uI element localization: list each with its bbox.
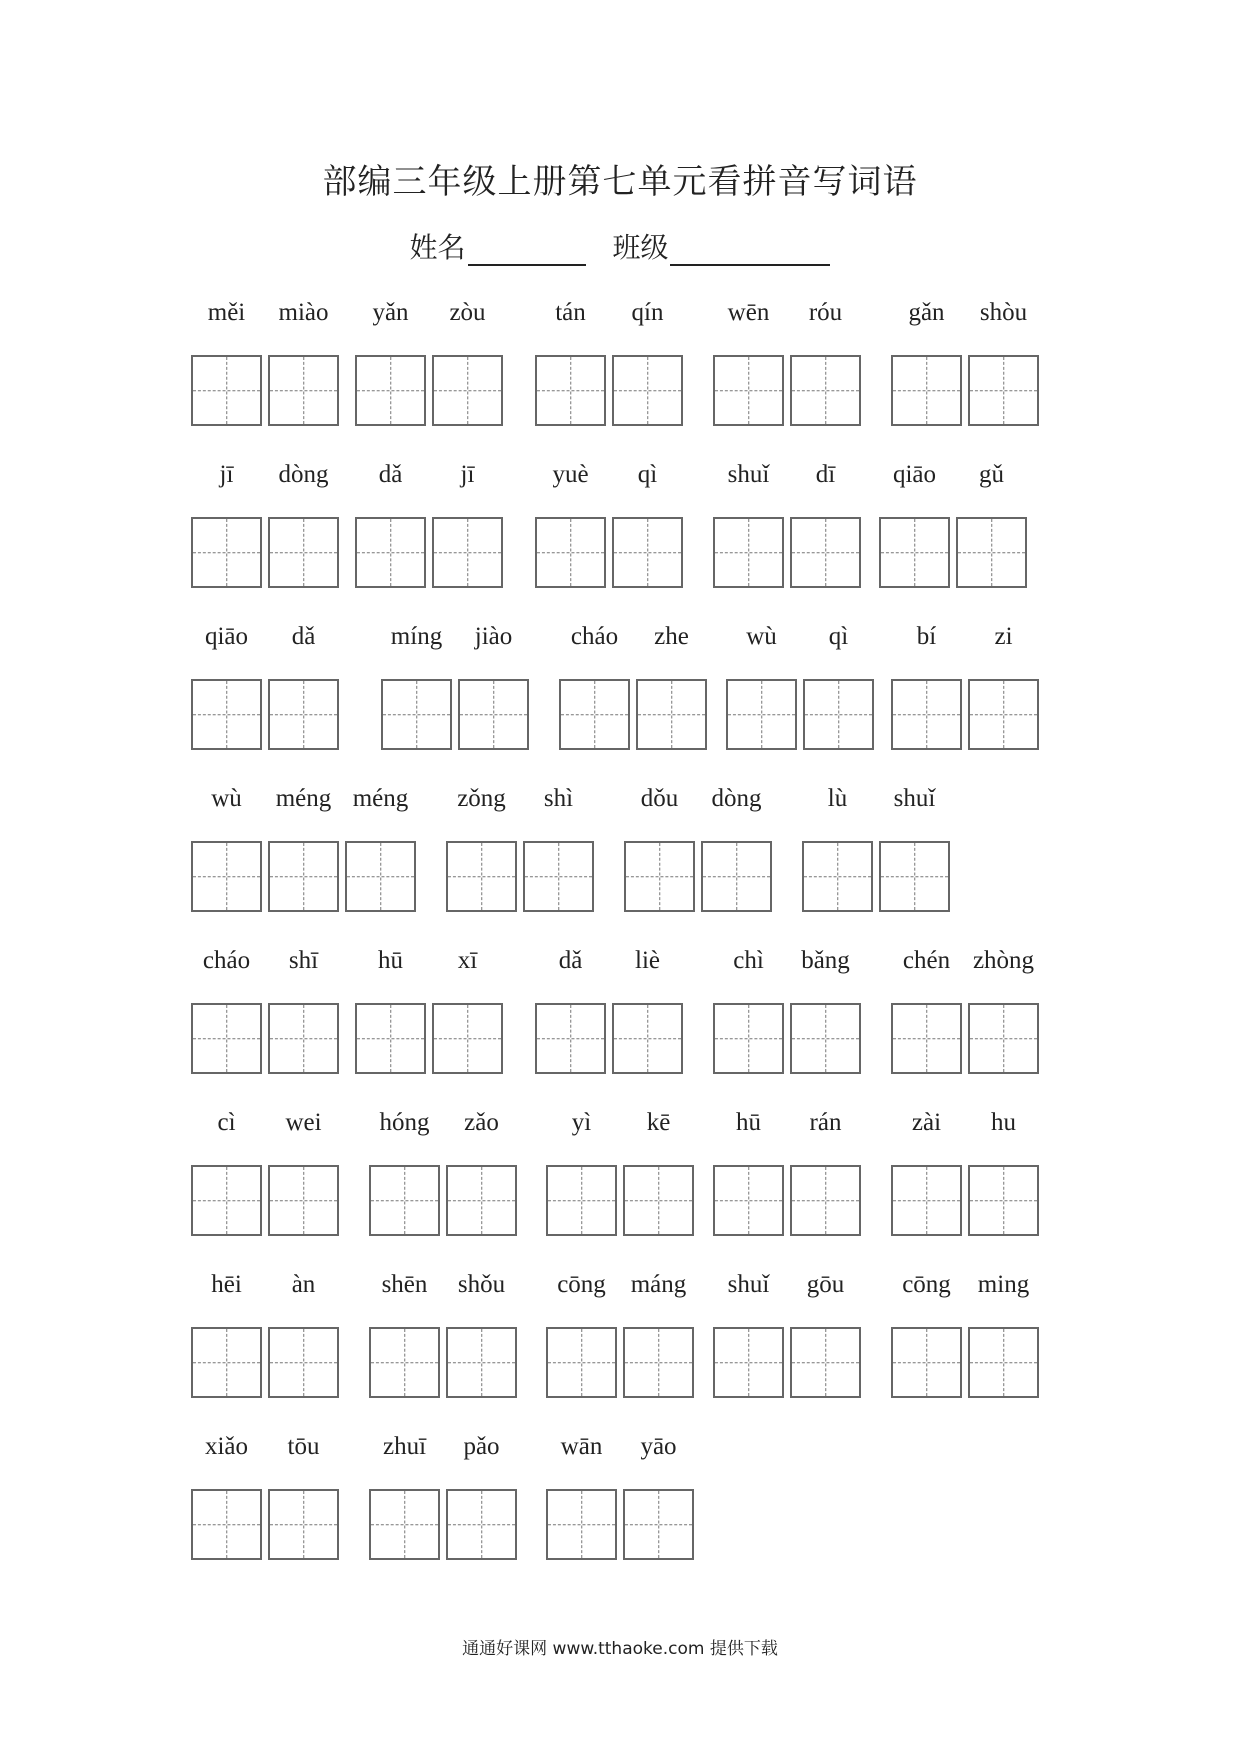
writing-box[interactable]: [879, 841, 950, 912]
writing-box[interactable]: [369, 1327, 440, 1398]
pinyin-syllable: cōng: [902, 1271, 951, 1298]
pinyin-syllable: qiāo: [892, 461, 937, 488]
writing-box[interactable]: [623, 1489, 694, 1560]
pinyin-syllable: míng: [390, 623, 443, 650]
pinyin-syllable: shuǐ: [727, 461, 770, 488]
pinyin-syllable: róu: [808, 299, 843, 326]
pinyin-syllable: chén: [902, 947, 951, 974]
pinyin-syllable: dòng: [711, 785, 762, 812]
pinyin-syllable: wēn: [727, 299, 770, 326]
class-blank[interactable]: [670, 236, 830, 266]
writing-box[interactable]: [713, 517, 784, 588]
writing-box[interactable]: [369, 1165, 440, 1236]
writing-box[interactable]: [432, 355, 503, 426]
writing-box[interactable]: [623, 1165, 694, 1236]
pinyin-syllable: shǒu: [457, 1271, 506, 1298]
writing-box[interactable]: [191, 1003, 262, 1074]
writing-box[interactable]: [790, 517, 861, 588]
writing-box[interactable]: [191, 1165, 262, 1236]
writing-box[interactable]: [891, 355, 962, 426]
pinyin-syllable: méng: [275, 785, 332, 812]
pinyin-syllable: yuè: [552, 461, 589, 488]
pinyin-syllable: qiāo: [204, 623, 249, 650]
pinyin-syllable: měi: [207, 299, 246, 326]
pinyin-syllable: jī: [219, 461, 234, 488]
pinyin-syllable: dǎ: [291, 623, 316, 650]
pinyin-syllable: shuǐ: [727, 1271, 770, 1298]
writing-box[interactable]: [369, 1489, 440, 1560]
writing-box[interactable]: [968, 1327, 1039, 1398]
writing-box[interactable]: [790, 355, 861, 426]
writing-box[interactable]: [891, 1165, 962, 1236]
pinyin-syllable: bí: [916, 623, 937, 650]
pinyin-syllable: shòu: [979, 299, 1028, 326]
pinyin-syllable: kē: [646, 1109, 671, 1136]
pinyin-syllable: dǎ: [558, 947, 583, 974]
pinyin-syllable: wù: [746, 623, 777, 650]
writing-box[interactable]: [891, 1003, 962, 1074]
class-label: 班级: [612, 231, 669, 264]
pinyin-syllable: tōu: [287, 1433, 320, 1460]
writing-box[interactable]: [355, 517, 426, 588]
writing-box[interactable]: [623, 1327, 694, 1398]
writing-box[interactable]: [446, 1327, 517, 1398]
pinyin-syllable: jī: [460, 461, 475, 488]
pinyin-syllable: dòng: [278, 461, 329, 488]
writing-box[interactable]: [535, 517, 606, 588]
writing-box[interactable]: [355, 1003, 426, 1074]
writing-box[interactable]: [446, 1165, 517, 1236]
pinyin-syllable: yāo: [640, 1433, 677, 1460]
pinyin-syllable: tán: [555, 299, 586, 326]
writing-box[interactable]: [546, 1489, 617, 1560]
writing-box[interactable]: [432, 517, 503, 588]
writing-box[interactable]: [268, 355, 339, 426]
writing-box[interactable]: [191, 1327, 262, 1398]
writing-box[interactable]: [891, 679, 962, 750]
name-label: 姓名: [409, 231, 466, 264]
name-field: [410, 230, 604, 266]
pinyin-syllable: gǎn: [908, 299, 945, 326]
pinyin-syllable: chì: [733, 947, 764, 974]
writing-box[interactable]: [956, 517, 1027, 588]
writing-box[interactable]: [446, 841, 517, 912]
pinyin-syllable: yì: [571, 1109, 592, 1136]
pinyin-syllable: xiǎo: [204, 1433, 249, 1460]
writing-box[interactable]: [268, 1489, 339, 1560]
writing-box[interactable]: [446, 1489, 517, 1560]
writing-box[interactable]: [713, 1165, 784, 1236]
writing-box[interactable]: [790, 1327, 861, 1398]
pinyin-syllable: cōng: [557, 1271, 606, 1298]
pinyin-syllable: ming: [977, 1271, 1030, 1298]
pinyin-syllable: zhòng: [972, 947, 1035, 974]
pinyin-syllable: cháo: [570, 623, 619, 650]
pinyin-syllable: qì: [828, 623, 849, 650]
writing-box[interactable]: [268, 1327, 339, 1398]
writing-box[interactable]: [879, 517, 950, 588]
writing-box[interactable]: [968, 679, 1039, 750]
pinyin-syllable: bǎng: [801, 947, 850, 974]
pinyin-syllable: shuǐ: [893, 785, 936, 812]
pinyin-syllable: hū: [736, 1109, 761, 1136]
writing-box[interactable]: [968, 355, 1039, 426]
page-title: 部编三年级上册第七单元看拼音写词语: [322, 162, 918, 202]
pinyin-syllable: méng: [352, 785, 409, 812]
pinyin-syllable: cì: [217, 1109, 236, 1136]
pinyin-syllable: wù: [211, 785, 242, 812]
pinyin-syllable: hóng: [379, 1109, 430, 1136]
writing-box[interactable]: [432, 1003, 503, 1074]
writing-box[interactable]: [612, 517, 683, 588]
writing-box[interactable]: [191, 517, 262, 588]
student-info-line: [0, 230, 1240, 266]
pinyin-syllable: zòu: [449, 299, 486, 326]
pinyin-syllable: hu: [991, 1109, 1016, 1136]
writing-box[interactable]: [535, 355, 606, 426]
pinyin-syllable: zài: [911, 1109, 942, 1136]
writing-box[interactable]: [713, 1327, 784, 1398]
pinyin-syllable: yǎn: [372, 299, 409, 326]
writing-box[interactable]: [458, 679, 529, 750]
pinyin-syllable: rán: [809, 1109, 842, 1136]
writing-box[interactable]: [713, 1003, 784, 1074]
writing-box[interactable]: [790, 1165, 861, 1236]
pinyin-syllable: dǎ: [378, 461, 403, 488]
pinyin-syllable: dī: [815, 461, 836, 488]
pinyin-syllable: zhuī: [382, 1433, 427, 1460]
writing-box[interactable]: [803, 679, 874, 750]
pinyin-syllable: qín: [631, 299, 664, 326]
writing-box[interactable]: [790, 1003, 861, 1074]
pinyin-syllable: zhe: [654, 623, 689, 650]
pinyin-syllable: hēi: [211, 1271, 242, 1298]
pinyin-syllable: gōu: [806, 1271, 845, 1298]
pinyin-syllable: jiào: [474, 623, 513, 650]
writing-box[interactable]: [968, 1003, 1039, 1074]
writing-box[interactable]: [355, 355, 426, 426]
writing-box[interactable]: [523, 841, 594, 912]
writing-box[interactable]: [726, 679, 797, 750]
writing-box[interactable]: [191, 841, 262, 912]
pinyin-syllable: shī: [288, 947, 319, 974]
writing-box[interactable]: [802, 841, 873, 912]
writing-box[interactable]: [268, 1165, 339, 1236]
pinyin-syllable: qì: [637, 461, 658, 488]
pinyin-syllable: miào: [278, 299, 329, 326]
pinyin-syllable: liè: [635, 947, 660, 974]
writing-box[interactable]: [546, 1165, 617, 1236]
name-blank[interactable]: [468, 236, 586, 266]
writing-box[interactable]: [268, 841, 339, 912]
writing-box[interactable]: [713, 355, 784, 426]
writing-box[interactable]: [559, 679, 630, 750]
pinyin-syllable: dǒu: [640, 785, 679, 812]
pinyin-syllable: xī: [457, 947, 478, 974]
writing-box[interactable]: [701, 841, 772, 912]
pinyin-syllable: àn: [291, 1271, 316, 1298]
writing-box[interactable]: [268, 517, 339, 588]
pinyin-syllable: zǎo: [464, 1109, 499, 1136]
writing-box[interactable]: [624, 841, 695, 912]
pinyin-syllable: gǔ: [979, 461, 1004, 488]
pinyin-syllable: shēn: [381, 1271, 428, 1298]
writing-box[interactable]: [612, 1003, 683, 1074]
pinyin-syllable: cháo: [202, 947, 251, 974]
writing-box[interactable]: [546, 1327, 617, 1398]
writing-box[interactable]: [345, 841, 416, 912]
pinyin-syllable: hū: [378, 947, 403, 974]
writing-box[interactable]: [636, 679, 707, 750]
pinyin-syllable: zǒng: [457, 785, 506, 812]
writing-box[interactable]: [268, 679, 339, 750]
writing-box[interactable]: [191, 355, 262, 426]
class-field: [612, 230, 830, 266]
writing-box[interactable]: [381, 679, 452, 750]
pinyin-syllable: lù: [827, 785, 848, 812]
pinyin-syllable: máng: [630, 1271, 687, 1298]
writing-box[interactable]: [191, 679, 262, 750]
writing-box[interactable]: [891, 1327, 962, 1398]
pinyin-syllable: pǎo: [463, 1433, 500, 1460]
pinyin-syllable: wei: [285, 1109, 322, 1136]
writing-box[interactable]: [612, 355, 683, 426]
writing-box[interactable]: [968, 1165, 1039, 1236]
writing-box[interactable]: [268, 1003, 339, 1074]
writing-box[interactable]: [535, 1003, 606, 1074]
pinyin-syllable: shì: [543, 785, 574, 812]
footer-credit: 通通好课网 www.tthaoke.com 提供下载: [462, 1639, 778, 1659]
pinyin-syllable: wān: [560, 1433, 603, 1460]
pinyin-syllable: zi: [994, 623, 1013, 650]
writing-box[interactable]: [191, 1489, 262, 1560]
